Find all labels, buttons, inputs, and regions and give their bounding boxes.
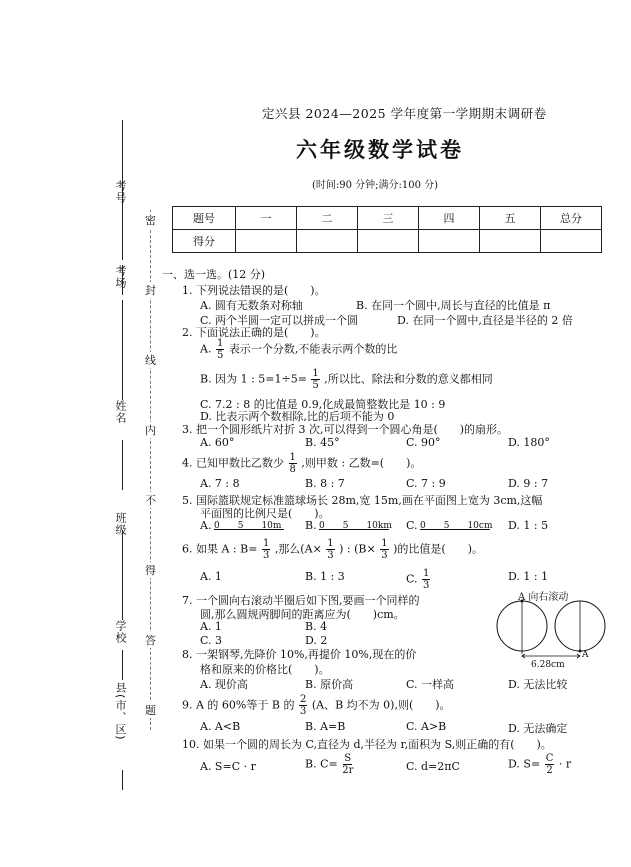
binding-label-name: 姓名	[114, 400, 127, 424]
q10-d-fraction	[545, 753, 555, 776]
q7-figure-length-label: 6.28cm	[531, 660, 565, 670]
q5-option-c-label: C.	[406, 519, 418, 532]
q5-option-d: D. 1 : 5	[508, 519, 549, 532]
scale-label: 0 5 10km	[319, 521, 392, 531]
score-header-cell: 二	[297, 207, 358, 230]
q7-figure-direction-label: A 向右滚动	[518, 592, 569, 603]
q6-option-c	[406, 568, 431, 591]
exam-info: (时间:90 分钟;满分:100 分)	[312, 180, 439, 191]
q6-fraction	[380, 538, 388, 561]
q2-a-fraction	[216, 338, 224, 361]
q4-stem	[182, 452, 421, 475]
q6-option-b: B. 1 : 3	[305, 570, 345, 583]
q1-option-d: D. 在同一个圆中,直径是半径的 2 倍	[397, 314, 573, 327]
q10-option-a: A. S=C · r	[200, 760, 256, 773]
score-header-cell: 五	[480, 207, 541, 230]
q1-option-a: A. 圆有无数条对称轴	[200, 299, 303, 312]
q9-stem	[182, 694, 451, 717]
q9-stem-prefix: 9. A 的 60%等于 B 的	[182, 698, 295, 712]
q2-b-suffix: ,所以比、除法和分数的意义都相同	[324, 372, 493, 386]
denominator: 8	[289, 464, 296, 475]
q6-stem-mid: ,那么(A×	[274, 542, 322, 556]
binding-line	[122, 650, 123, 680]
q2-b-fraction	[311, 368, 319, 391]
q3-option-d: D. 180°	[508, 436, 550, 449]
score-table-header-row	[173, 207, 602, 230]
seal-char: 内	[145, 424, 156, 437]
score-table	[172, 206, 602, 253]
q5-option-a-label: A.	[200, 519, 212, 532]
denominator: 2r	[342, 765, 354, 776]
q6-option-d: D. 1 : 1	[508, 570, 549, 583]
numerator: 1	[289, 452, 296, 463]
numerator: 1	[381, 538, 388, 549]
q6-stem	[182, 538, 483, 561]
exam-name: 定兴县 2024—2025 学年度第一学期期末调研卷	[262, 106, 547, 121]
seal-char: 得	[145, 564, 156, 577]
q2-a-prefix: A.	[200, 342, 212, 356]
denominator: 3	[262, 550, 270, 561]
q5-stem-line2: 平面图的比例尺是( )。	[200, 507, 330, 520]
denominator: 5	[312, 380, 319, 391]
binding-label-exam-room: 考场	[114, 265, 127, 289]
q3-stem: 3. 把一个圆形纸片对折 3 次,可以得到一个圆心角是( )的扇形。	[182, 423, 509, 436]
score-header-cell: 一	[236, 207, 297, 230]
numerator: 1	[423, 568, 430, 579]
seal-char: 封	[145, 284, 156, 297]
q7-option-a: A. 1	[200, 620, 222, 633]
q9-option-c: C. A>B	[406, 720, 447, 733]
score-input-cell[interactable]	[419, 230, 480, 253]
denominator: 3	[423, 580, 430, 591]
binding-line	[122, 440, 123, 490]
q10-d-suffix: · r	[558, 757, 572, 771]
q5-scale-bar-a	[214, 518, 286, 531]
q4-fraction	[289, 452, 297, 475]
q9-option-b: B. A=B	[305, 720, 346, 733]
q6-fraction	[262, 538, 270, 561]
q1-option-b: B. 在同一个圆中,周长与直径的比值是 π	[356, 299, 551, 312]
q4-stem-suffix: ,则甲数 : 乙数=( )。	[301, 456, 422, 470]
q9-option-a: A. A<B	[200, 720, 241, 733]
q8-stem-line1: 8. 一架钢琴,先降价 10%,再提价 10%,现在的价	[182, 648, 417, 661]
q2-option-d: D. 比表示两个数相除,比的后项不能为 0	[200, 410, 395, 423]
score-header-cell: 题号	[173, 207, 236, 230]
denominator: 3	[299, 706, 307, 717]
q8-option-a: A. 现价高	[200, 678, 248, 691]
q8-option-c: C. 一样高	[406, 678, 455, 691]
q10-d-prefix: D. S=	[508, 757, 541, 771]
q10-option-b	[305, 753, 354, 776]
score-header-cell: 总分	[541, 207, 602, 230]
q5-scale-bar-b	[319, 518, 391, 531]
q6-c-fraction	[422, 568, 430, 591]
q2-stem: 2. 下面说法正确的是( )。	[182, 326, 326, 339]
score-table-row	[173, 230, 602, 253]
q4-stem-prefix: 4. 已知甲数比乙数少	[182, 456, 284, 470]
binding-label-school: 学校	[114, 620, 127, 644]
numerator: 1	[312, 368, 319, 379]
q9-stem-suffix: (A、B 均不为 0),则( )。	[311, 698, 451, 712]
q10-option-c: C. d=2πC	[406, 760, 460, 773]
seal-char: 题	[145, 704, 156, 717]
binding-label-exam-number: 考号	[114, 180, 127, 204]
q2-option-c: C. 7.2 : 8 的比值是 0.9,化成最简整数比是 10 : 9	[200, 398, 446, 411]
numerator: 1	[216, 338, 224, 349]
numerator: S	[344, 753, 352, 764]
q6-stem-suffix: )的比值是( )。	[393, 542, 483, 556]
score-header-cell: 三	[358, 207, 419, 230]
q7-stem-line2: 圆,那么圆规两脚间的距离应为( )cm。	[200, 608, 405, 621]
numerator: 1	[327, 538, 334, 549]
score-input-cell[interactable]	[541, 230, 602, 253]
numerator: 2	[299, 694, 307, 705]
seal-char: 线	[145, 354, 156, 367]
q8-option-d: D. 无法比较	[508, 678, 568, 691]
binding-line	[122, 770, 123, 790]
seal-char: 密	[145, 214, 156, 227]
score-input-cell[interactable]	[480, 230, 541, 253]
q6-stem-prefix: 6. 如果 A : B=	[182, 542, 258, 556]
scale-label: 0 5 10m	[214, 521, 282, 531]
q7-figure-point-label: A	[582, 650, 589, 660]
binding-line	[122, 300, 123, 400]
denominator: 3	[381, 550, 388, 561]
section-title: 一、选一选。(12 分)	[162, 268, 266, 281]
q4-option-b: B. 8 : 7	[305, 477, 345, 490]
q3-option-a: A. 60°	[200, 436, 235, 449]
binding-label-class: 班级	[114, 512, 127, 536]
denominator: 3	[327, 550, 334, 561]
score-input-cell[interactable]	[358, 230, 419, 253]
q5-stem-line1: 5. 国际篮联规定标准篮球场长 28m,宽 15m,画在平面图上宽为 3cm,这幅	[182, 494, 543, 507]
q9-option-d: D. 无法确定	[508, 722, 568, 735]
q7-option-b: B. 4	[305, 620, 328, 633]
q7-stem-line1: 7. 一个圆向右滚动半圈后如下图,要画一个同样的	[182, 594, 420, 607]
q1-stem: 1. 下列说法错误的是( )。	[182, 284, 326, 297]
q7-option-c: C. 3	[200, 634, 223, 647]
q10-b-prefix: B. C=	[305, 757, 338, 771]
q3-option-b: B. 45°	[305, 436, 340, 449]
score-input-cell[interactable]	[297, 230, 358, 253]
q3-option-c: C. 90°	[406, 436, 441, 449]
score-row-label: 得分	[173, 230, 236, 253]
seal-char: 不	[145, 494, 156, 507]
seal-char: 答	[145, 634, 156, 647]
q10-b-fraction	[342, 753, 353, 776]
numerator: C	[545, 753, 554, 764]
q9-fraction	[299, 694, 307, 717]
denominator: 5	[216, 350, 224, 361]
q2-b-prefix: B. 因为 1 : 5=1÷5=	[200, 372, 307, 386]
q7-option-d: D. 2	[305, 634, 328, 647]
q10-option-d	[508, 753, 571, 776]
page-title: 六年级数学试卷	[296, 138, 464, 162]
q1-option-c: C. 两个半圆一定可以拼成一个圆	[200, 314, 359, 327]
q4-option-a: A. 7 : 8	[200, 477, 240, 490]
q8-option-b: B. 原价高	[305, 678, 354, 691]
q4-option-d: D. 9 : 7	[508, 477, 549, 490]
scale-label: 0 5 10cm	[420, 521, 493, 531]
q10-stem: 10. 如果一个圆的周长为 C,直径为 d,半径为 r,面积为 S,则正确的有( )。	[182, 738, 552, 751]
binding-label-county: 县(市、区)	[114, 682, 127, 741]
q6-option-a: A. 1	[200, 570, 222, 583]
q6-stem-mid2: ) : (B×	[339, 542, 376, 556]
q6-fraction	[326, 538, 334, 561]
numerator: 1	[262, 538, 270, 549]
q8-stem-line2: 格和原来的价格比( )。	[200, 663, 330, 676]
q5-option-b-label: B.	[305, 519, 317, 532]
q2-option-b	[200, 368, 493, 391]
score-header-cell: 四	[419, 207, 480, 230]
binding-line	[122, 530, 123, 620]
q6-c-prefix: C.	[406, 572, 418, 586]
q5-scale-bar-c	[420, 518, 492, 531]
q2-option-a	[200, 338, 397, 361]
denominator: 2	[546, 765, 553, 776]
q2-a-suffix: 表示一个分数,不能表示两个数的比	[228, 342, 398, 356]
q4-option-c: C. 7 : 9	[406, 477, 446, 490]
score-input-cell[interactable]	[236, 230, 297, 253]
